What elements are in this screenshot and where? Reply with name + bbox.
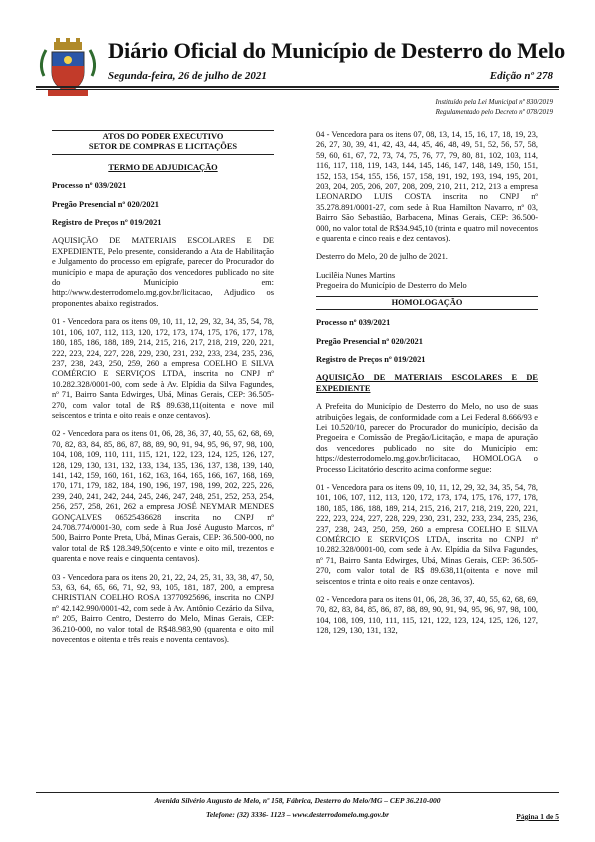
homolog-body: A Prefeita do Município de Desterro do Melo, no uso de suas atribuições legais, de conformidade com a Lei Federal 8.666/93 e Lei 10.520/10, parecer do Procurador do município, decisão da Pregoeira e Comissão de Pregão/Licitação, e mapa de apuração dos vencedores publicado no site do Município em: https://desterrodomelo.mg.gov.br/licitacao, HOMOLOGA o Processo Licitatório descrito acima conforme segue: <box>316 402 538 474</box>
edition-number: Edição nº 278 <box>489 70 553 82</box>
section-heading <box>52 130 274 155</box>
signature-block <box>316 271 538 292</box>
adjudication-title: TERMO DE ADJUDICAÇÃO <box>108 162 218 172</box>
newspaper-title: Diário Oficial do Município de Desterro do Melo <box>108 38 566 63</box>
regulated-note: Regulamentado pelo Decreto nº 078/2019 <box>435 108 553 116</box>
winner-item-4: 04 - Vencedora para os itens 07, 08, 13, 14, 15, 16, 17, 18, 19, 23, 26, 27, 30, 39, 41, 42, 43, 44, 45, 46, 48, 49, 51, 52, 56, 57, 58, 59, 60, 61, 67, 72, 73, 74, 75, 76, 77, 79, 80, 81, 102, 103, 114, 116, 117, 118, 119, 143, 144, 145, 146, 147, 148, 149, 150, 151, 152, 153, 154, 155, 156, 157, 158, 191, 192, 193, 194, 195, 201, 203, 204, 205, 206, 207, 208, 209, 210, 211, 212, 213 a empresa LEONARDO LUIS COSTA inscrita no CNPJ nº 35.278.891/0001-27, com sede à Rua Hamilton Navarro, nº 03, Bairro São Sebastião, Barbacena, Minas Gerais, CEP: 36.500-000, no valor total de R$34.945,10 (trinta e quatro mil novecentos e quarenta e cinco reais e dez centavos). <box>316 130 538 244</box>
publication-date: Segunda-feira, 26 de julho de 2021 <box>108 70 267 82</box>
footer-rule <box>36 792 559 793</box>
homolog-process-number: Processo nº 039/2021 <box>316 318 391 328</box>
homolog-object: AQUISIÇÃO DE MATERIAIS ESCOLARES E DE EXPEDIENTE <box>316 373 538 393</box>
signer-name: Lucilêia Nunes Martins <box>316 270 396 280</box>
section-title-executive: ATOS DO PODER EXECUTIVO <box>102 132 224 141</box>
place-and-date: Desterro do Melo, 20 de julho de 2021. <box>316 252 448 262</box>
adjudication-intro: AQUISIÇÃO DE MATERIAIS ESCOLARES E DE EXPEDIENTE, Pelo presente, considerando a Ata de Habilitação e Julgamento do processo em epígrafe, parecer do Procurador do município e mapa de apuração dos vencedores publicado no site do Município em: http://www.desterrodomelo.mg.gov.br/licitacao, Adjudico os proponentes abaixo registrados. <box>52 236 274 308</box>
winner-item-2: 02 - Vencedora para os itens 01, 06, 28, 36, 37, 40, 55, 62, 68, 69, 70, 82, 83, 84, 85, 86, 87, 88, 89, 90, 91, 94, 95, 96, 97, 98, 100, 104, 108, 109, 110, 111, 115, 121, 122, 123, 124, 125, 126, 127, 128, 129, 130, 131, 132, 133, 134, 135, 136, 137, 138, 139, 140, 141, 142, 159, 160, 161, 162, 163, 164, 165, 166, 167, 168, 169, 170, 171, 179, 182, 184, 190, 196, 197, 198, 199, 202, 225, 226, 239, 240, 241, 242, 244, 245, 246, 247, 248, 251, 252, 253, 254, 256, 257, 258, 261, 262 a empresa JOSÉ NEYMAR MENDES GONÇALVES 06525436628 inscrita no CNPJ nº 24.708.774/0001-30, com sede à Rua José Augusto Marcos, nº 500, Bairro Ponte Preta, Ubá, Minas Gerais, CEP: 36.500-000, no valor total de R$ 128.349,50(cento e vinte e oito mil, trezentos e quarenta e nove reais e cinquenta centavos). <box>52 429 274 564</box>
footer-address: Avenida Silvério Augusto de Melo, nº 158, Fábrica, Desterro do Melo/MG – CEP 36.210-000 <box>154 796 441 805</box>
header-rule <box>36 86 559 88</box>
price-registry-number: Registro de Preços nº 019/2021 <box>52 218 162 228</box>
homolog-registry-number: Registro de Preços nº 019/2021 <box>316 354 426 364</box>
left-column <box>52 130 274 653</box>
process-number: Processo nº 039/2021 <box>52 181 127 191</box>
municipal-coat-of-arms <box>36 36 100 100</box>
winner-item-3: 03 - Vencedora para os itens 20, 21, 22, 24, 25, 31, 33, 38, 47, 50, 53, 63, 64, 65, 66, 71, 92, 93, 105, 181, 187, 200, a empresa CHRISTIAN COELHO ROSA 13770925696, inscrita no CNPJ nº 42.142.990/0001-42, com sede à Av. Antônio Cezário da Silva, nº 205, Bairro Centro, Desterro do Melo, Minas Gerais, CEP: 36.210-000, no valor total de R$48.983,90 (quarenta e oito mil novecentos e oitenta e três reais e noventa centavos). <box>52 572 274 645</box>
footer-contact: Telefone: (32) 3336- 1123 – www.desterrodomelo.mg.gov.br <box>205 810 390 819</box>
winner-item-1: 01 - Vencedora para os itens 09, 10, 11, 12, 29, 32, 34, 35, 54, 78, 101, 106, 107, 112, 113, 120, 172, 173, 174, 175, 176, 177, 178, 180, 185, 186, 188, 189, 214, 215, 216, 217, 218, 219, 220, 221, 222, 223, 224, 227, 228, 229, 230, 231, 232, 233, 234, 235, 236, 237, 238, 243, 250, 259, 260 a empresa COELHO E SILVA COMÉRCIO E SERVIÇOS LTDA, inscrita no CNPJ nº 10.282.328/0001-00, com sede à Av. Elpídia da Silva Fagundes, nº 71, Bairro Santa Edwirges, Ubá, Minas Gerais, CEP: 36.505-270, com valor total de R$ 89.638,11(oitenta e nove mil seiscentos e trinta e oito reais e onze centavos). <box>52 317 274 420</box>
homologation-heading: HOMOLOGAÇÃO <box>316 296 538 310</box>
homolog-item-2: 02 - Vencedora para os itens 01, 06, 28, 36, 37, 40, 55, 62, 68, 69, 70, 82, 83, 84, 85, 86, 87, 88, 89, 90, 91, 94, 95, 96, 97, 98, 100, 104, 108, 109, 110, 111, 115, 121, 122, 123, 124, 125, 126, 127, 128, 129, 130, 131, 132, <box>316 595 538 636</box>
homolog-item-1: 01 - Vencedora para os itens 09, 10, 11, 12, 29, 32, 34, 35, 54, 78, 101, 106, 107, 112, 113, 120, 172, 173, 174, 175, 176, 177, 178, 180, 185, 186, 188, 189, 214, 215, 216, 217, 218, 219, 220, 221, 222, 223, 224, 227, 228, 229, 230, 231, 232, 233, 234, 235, 236, 237, 238, 243, 250, 259, 260 a empresa COELHO E SILVA COMÉRCIO E SERVIÇOS LTDA, inscrita no CNPJ nº 10.282.328/0001-00, com sede à Av. Elpídia da Silva Fagundes, nº 71, Bairro Santa Edwirges, Ubá, Minas Gerais, CEP: 36.505-270, com valor total de R$ 89.638,11(oitenta e nove mil seiscentos e trinta e oito reais e onze centavos). <box>316 482 538 586</box>
header-rule-thin <box>36 89 559 90</box>
homolog-auction-number: Pregão Presencial nº 020/2021 <box>316 336 423 346</box>
page-number: Página 1 de 5 <box>516 812 559 821</box>
right-column <box>316 130 538 645</box>
signer-role: Pregoeira do Município de Desterro do Melo <box>316 281 467 291</box>
instituted-note: Instituído pela Lei Municipal nº 830/2019 <box>435 98 553 106</box>
section-title-purchasing: SETOR DE COMPRAS E LICITAÇÕES <box>88 142 238 152</box>
auction-number: Pregão Presencial nº 020/2021 <box>52 199 159 209</box>
